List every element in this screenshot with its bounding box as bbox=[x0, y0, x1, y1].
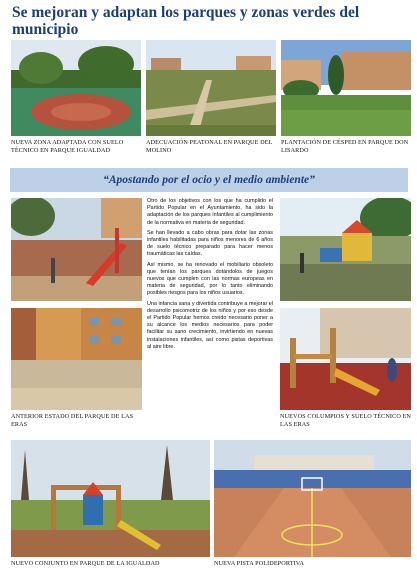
page-title: Se mejoran y adaptan los parques y zonas verdes del municipio bbox=[12, 4, 360, 38]
photo-parque-igualdad-conjunto bbox=[11, 440, 210, 557]
photo-parque-igualdad-suelo bbox=[11, 40, 141, 136]
photo-parque-infantil-juegos bbox=[280, 198, 411, 301]
paragraph: Así mismo, se ha renovado el mobiliario obsoleto que tenían los parques dotándolos de juegos nuevos que cumplen con las normas europeas en materia de seguridad, por lo tanto eliminando posibles riesgos para los niños usuarios. bbox=[147, 261, 273, 297]
photo-pista-polideportiva bbox=[214, 440, 411, 557]
caption-parque-igualdad-conjunto: NUEVO CONJUNTO EN PARQUE DE LA IGUALDAD bbox=[11, 560, 160, 567]
photo-parque-don-lisardo bbox=[281, 40, 411, 136]
photo-parque-molino bbox=[146, 40, 276, 136]
photo-las-eras-antes bbox=[11, 308, 142, 410]
caption-parque-molino: ADECUACIÓN PEATONAL EN PARQUE DEL MOLINO bbox=[146, 139, 273, 154]
paragraph: Otro de los objetivos con los que ha cumplido el Partido Popular en el Ayuntamiento, ha sido la adaptación de los parques infantiles al cumplimiento de la normativa en materia de seguridad. bbox=[147, 198, 273, 226]
paragraph: Una infancia sana y divertida contribuye a mejorar el desarrollo psicomotriz de los niños y por eso desde el Partido Popular hemos creido necesario poner a su alcance los medios necesarios para poder facilitar su sano crecimiento, invirtiendo en nuevas instalaciones infantiles, así como pistas deportivas al aire libre. bbox=[147, 300, 273, 350]
caption-parque-igualdad: NUEVA ZONA ADAPTADA CON SUELO TÉCNICO EN PARQUE IGUALDAD bbox=[11, 139, 124, 154]
photo-parque-igualdad-columpio bbox=[11, 198, 142, 301]
caption-parque-don-lisardo: PLANTACIÓN DE CÉSPED EN PARQUE DON LISARDO bbox=[281, 139, 409, 154]
caption-pista-polideportiva: NUEVA PISTA POLIDEPORTIVA bbox=[214, 560, 305, 567]
caption-las-eras-nuevos: NUEVOS COLUMPIOS Y SUELO TÉCNICO EN LAS ERAS bbox=[280, 413, 411, 428]
section-banner bbox=[10, 168, 408, 192]
paragraph: Se han llevado a cabo obras para dotar las zonas infantiles habilitadas para niños menores de 6 años de suelo técnico preparado para hacer menos traumáticas las caídas. bbox=[147, 229, 273, 258]
caption-las-eras-antes: ANTERIOR ESTADO DEL PARQUE DE LAS ERAS bbox=[11, 413, 134, 428]
photo-las-eras-nuevos-columpios bbox=[280, 308, 411, 410]
banner-text: “Apostando por el ocio y el medio ambiente” bbox=[103, 174, 315, 186]
article-body bbox=[147, 198, 273, 444]
